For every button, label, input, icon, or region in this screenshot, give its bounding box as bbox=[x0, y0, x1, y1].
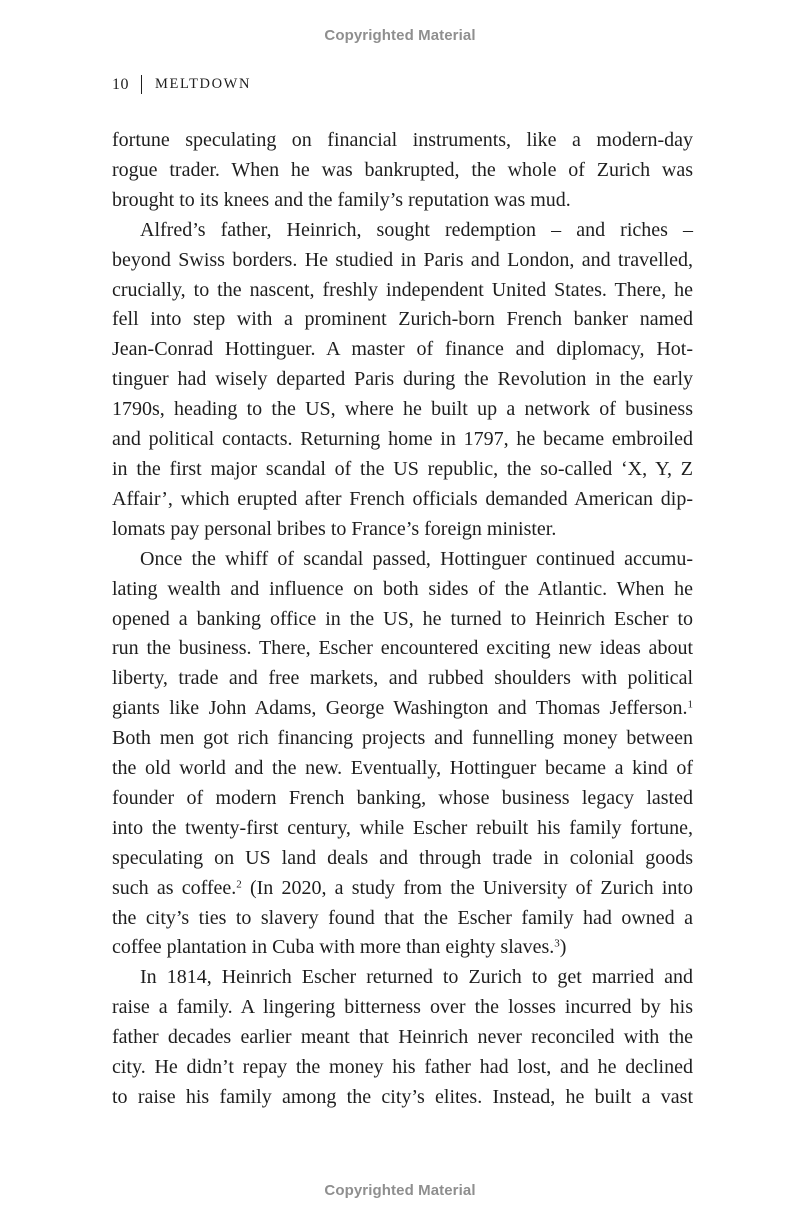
text-line: tinguer had wisely departed Paris during the Revolution in the early bbox=[112, 368, 693, 391]
text-line: 1790s, heading to the US, where he built up a network of business bbox=[112, 398, 693, 421]
paragraph-1 bbox=[112, 126, 693, 216]
running-head-divider bbox=[141, 75, 142, 94]
text-line: Affair’, which erupted after French officials demanded American dip- bbox=[112, 487, 693, 510]
text-line-content: giants like John Adams, George Washington and Thomas Jefferson. bbox=[112, 697, 688, 720]
text-line: Both men got rich financing projects and funnelling money between bbox=[112, 727, 693, 750]
text-line: Jean-Conrad Hottinguer. A master of finance and diplomacy, Hot- bbox=[112, 338, 693, 361]
text-line bbox=[112, 694, 693, 724]
text-line: liberty, trade and free markets, and rubbed shoulders with political bbox=[112, 667, 693, 690]
footnote-marker: 2 bbox=[236, 878, 242, 891]
text-line: in the first major scandal of the US republic, the so-called ‘X, Y, Z bbox=[112, 457, 693, 480]
text-line bbox=[112, 933, 693, 963]
text-line: crucially, to the nascent, freshly independent United States. There, he bbox=[112, 278, 693, 301]
text-line: the city’s ties to slavery found that the Escher family had owned a bbox=[112, 906, 693, 929]
footnote-marker: 1 bbox=[687, 698, 693, 711]
paragraph-3 bbox=[112, 545, 693, 964]
text-line: to raise his family among the city’s elites. Instead, he built a vast bbox=[112, 1086, 693, 1108]
text-line: city. He didn’t repay the money his father had lost, and he declined bbox=[112, 1056, 693, 1079]
text-line-content: such as coffee. bbox=[112, 876, 237, 899]
copyright-watermark-bottom: Copyrighted Material bbox=[324, 1182, 476, 1199]
text-line-content: (In 2020, a study from the University of Zurich into bbox=[241, 876, 693, 899]
text-line: and political contacts. Returning home in 1797, he became embroiled bbox=[112, 428, 693, 451]
page-number: 10 bbox=[112, 75, 129, 93]
text-line: In 1814, Heinrich Escher returned to Zurich to get married and bbox=[140, 966, 693, 989]
text-line: Once the whiff of scandal passed, Hottinguer continued accumu- bbox=[140, 547, 693, 570]
text-line: rogue trader. When he was bankrupted, the whole of Zurich was bbox=[112, 158, 693, 181]
text-line: the old world and the new. Eventually, Hottinguer became a kind of bbox=[112, 757, 693, 780]
text-line: fell into step with a prominent Zurich-born French banker named bbox=[112, 308, 693, 331]
text-line: raise a family. A lingering bitterness over the losses incurred by his bbox=[112, 996, 693, 1019]
text-line: father decades earlier meant that Heinrich never reconciled with the bbox=[112, 1026, 693, 1049]
text-line bbox=[112, 874, 693, 904]
text-line: lating wealth and influence on both sides of the Atlantic. When he bbox=[112, 577, 693, 600]
text-line: Alfred’s father, Heinrich, sought redemption – and riches – bbox=[140, 218, 693, 241]
text-line: speculating on US land deals and through trade in colonial goods bbox=[112, 846, 693, 869]
book-title: MELTDOWN bbox=[155, 76, 252, 92]
text-line: opened a banking office in the US, he turned to Heinrich Escher to bbox=[112, 607, 693, 630]
text-line: into the twenty-first century, while Escher rebuilt his family fortune, bbox=[112, 816, 693, 839]
text-line: fortune speculating on financial instruments, like a modern-day bbox=[112, 129, 693, 151]
footnote-marker: 3 bbox=[554, 937, 560, 950]
text-line: brought to its knees and the family’s reputation was mud. bbox=[112, 188, 571, 211]
text-line-content: coffee plantation in Cuba with more than eighty slaves. bbox=[112, 936, 555, 959]
body-text bbox=[112, 126, 693, 1113]
paragraph-2 bbox=[112, 216, 693, 545]
text-line-content: ) bbox=[559, 936, 567, 959]
text-line: lomats pay personal bribes to France’s foreign minister. bbox=[112, 517, 557, 540]
text-line: run the business. There, Escher encountered exciting new ideas about bbox=[112, 637, 693, 660]
paragraph-4 bbox=[112, 963, 693, 1113]
text-line: beyond Swiss borders. He studied in Paris and London, and travelled, bbox=[112, 248, 693, 271]
running-head bbox=[112, 75, 251, 94]
copyright-watermark-top: Copyrighted Material bbox=[324, 27, 476, 44]
text-line: founder of modern French banking, whose business legacy lasted bbox=[112, 786, 693, 809]
